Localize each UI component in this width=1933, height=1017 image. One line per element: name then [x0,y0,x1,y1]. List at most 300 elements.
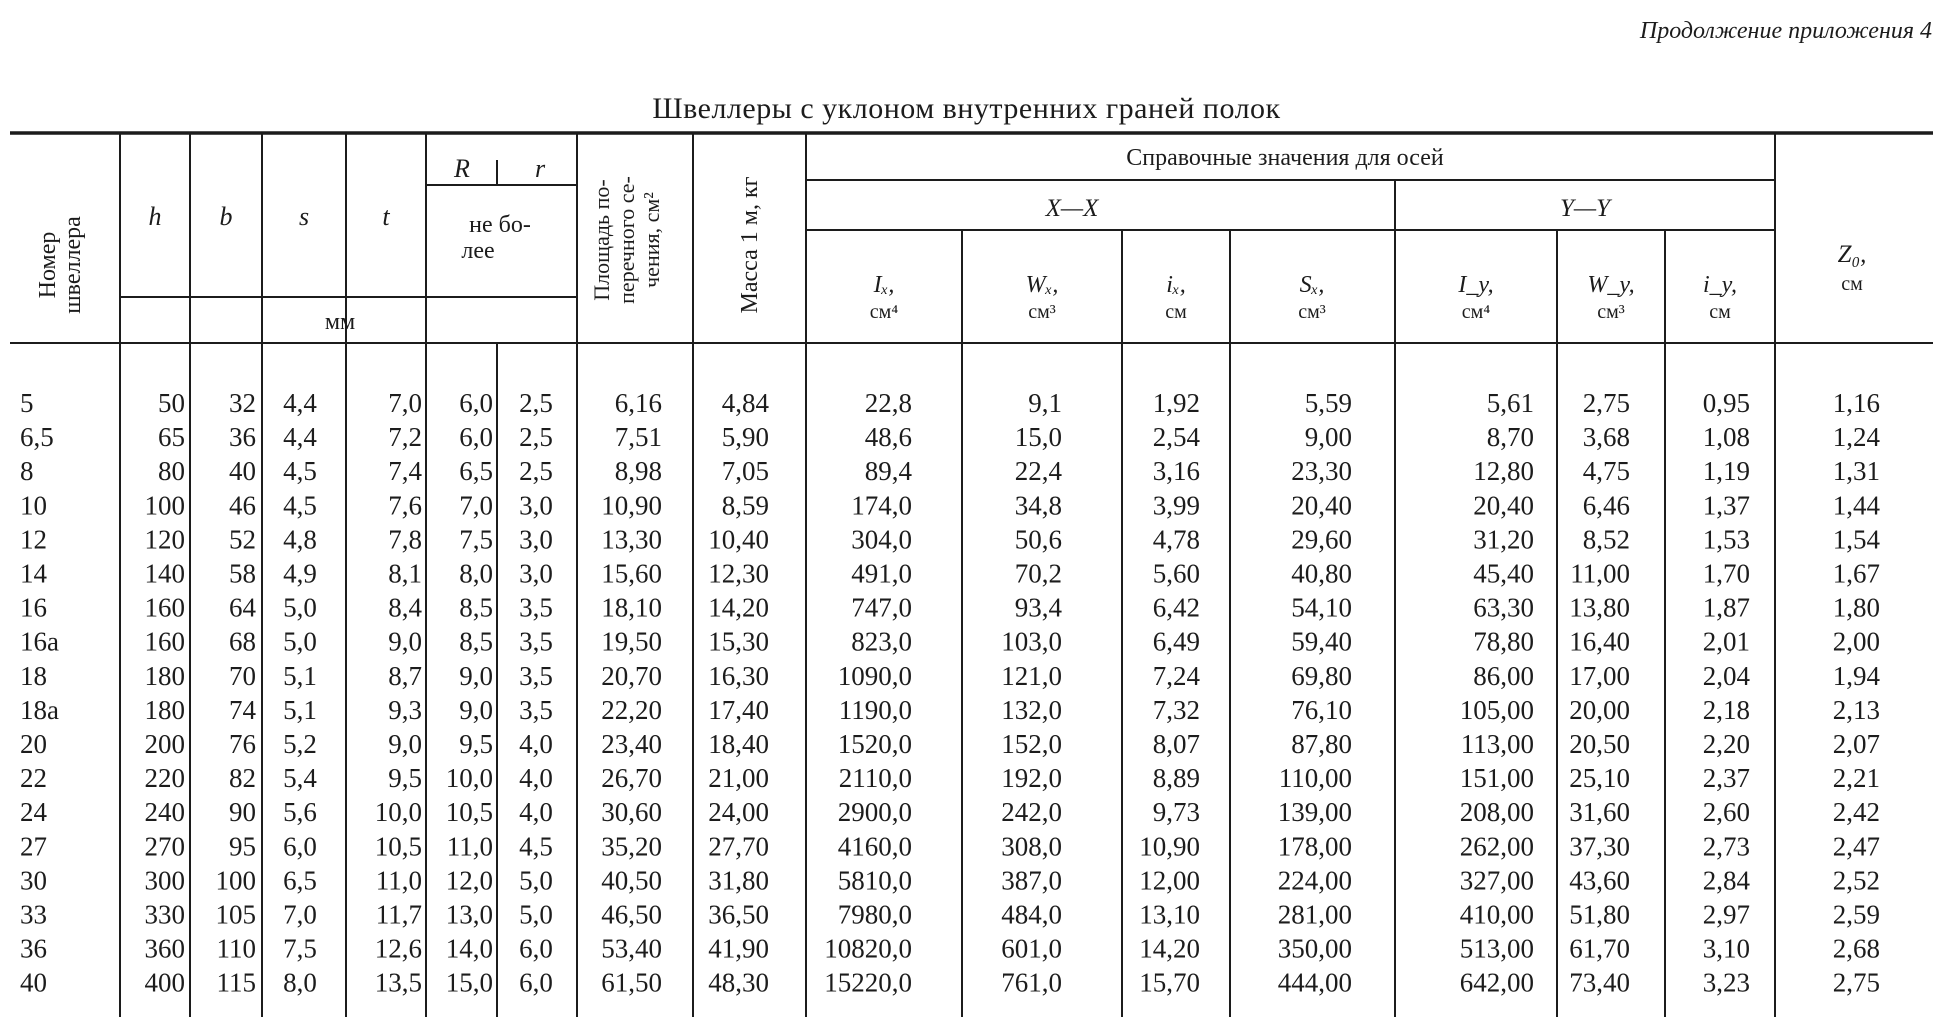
cell-Iy: 327,00 [1459,865,1534,896]
header-h: h [148,202,162,231]
cell-iy: 2,18 [1702,694,1750,725]
cell-Sx: 5,59 [1304,388,1352,418]
cell-iy: 1,19 [1702,456,1750,487]
cell-r: 5,0 [519,865,553,896]
table-body [20,388,1881,998]
table-row [20,388,1880,418]
header-z0-unit: см [1841,273,1863,295]
cell-area: 61,50 [601,967,662,998]
cell-area: 18,10 [601,592,662,623]
cell-area: 22,20 [601,694,662,725]
cell-z0: 2,47 [1832,831,1880,862]
cell-Sx: 350,00 [1277,933,1352,964]
cell-t: 7,4 [388,456,422,487]
cell-r: 4,0 [519,797,553,828]
cell-iy: 2,37 [1702,763,1750,794]
cell-R: 9,5 [459,729,493,759]
cell-number: 18а [20,694,59,725]
cell-Sx: 224,00 [1277,865,1352,896]
cell-Iy: 86,00 [1473,660,1534,691]
cell-b: 95 [229,831,256,862]
cell-t: 11,0 [375,865,422,896]
cell-s: 4,9 [283,558,317,589]
cell-z0: 2,00 [1832,626,1880,657]
header-Ix-unit: см⁴ [869,301,899,323]
cell-Wy: 20,00 [1569,694,1630,725]
cell-s: 4,4 [283,422,317,453]
cell-mass: 48,30 [708,967,769,998]
cell-Ix: 491,0 [851,558,912,589]
cell-r: 6,0 [519,967,553,998]
cell-t: 9,3 [388,694,422,725]
cell-Wy: 13,80 [1569,592,1630,623]
cell-s: 4,4 [283,388,317,418]
cell-ix: 12,00 [1139,865,1200,896]
cell-Iy: 5,61 [1486,388,1534,418]
cell-b: 115 [216,967,256,998]
cell-Wy: 51,80 [1569,899,1630,930]
cell-area: 20,70 [601,660,662,691]
cell-ix: 6,42 [1152,592,1200,623]
cell-mass: 27,70 [708,831,769,862]
table-row [20,968,1880,998]
cell-Sx: 87,80 [1291,729,1352,759]
cell-Wx: 192,0 [1001,763,1062,794]
cell-iy: 1,08 [1702,422,1750,453]
cell-mass: 24,00 [708,797,769,828]
cell-Ix: 304,0 [851,524,912,555]
cell-area: 10,90 [601,490,662,521]
cell-Iy: 105,00 [1459,694,1534,725]
header-iy-unit: см [1709,301,1731,323]
cell-Wx: 132,0 [1001,694,1062,725]
header-s: s [298,202,310,231]
cell-Wx: 93,4 [1014,592,1062,623]
cell-R: 7,5 [459,524,493,555]
cell-R: 11,0 [446,831,493,862]
cell-z0: 1,54 [1832,524,1880,555]
cell-Wx: 34,8 [1014,490,1062,521]
cell-Wy: 20,50 [1569,729,1630,759]
cell-h: 240 [144,797,185,828]
cell-ix: 9,73 [1152,797,1200,828]
cell-Iy: 642,00 [1459,967,1534,998]
cell-z0: 2,75 [1832,967,1880,998]
cell-iy: 2,73 [1702,831,1750,862]
cell-Ix: 2900,0 [837,797,912,828]
header-mm: мм [324,309,356,335]
cell-ix: 13,10 [1139,899,1200,930]
table-row [20,661,1881,691]
cell-mass: 21,00 [708,763,769,794]
header-number-line2: швеллера [60,216,86,314]
cell-mass: 15,30 [708,626,769,657]
cell-s: 4,5 [283,456,317,487]
cell-s: 8,0 [283,967,317,998]
cell-number: 18 [20,660,47,691]
cell-z0: 2,52 [1832,865,1880,896]
cell-t: 7,2 [388,422,422,453]
table-header [35,145,1866,335]
cell-r: 2,5 [519,456,553,487]
cell-R: 10,5 [445,797,493,828]
cell-Wx: 15,0 [1014,422,1062,453]
cell-ix: 10,90 [1139,831,1200,862]
cell-R: 9,0 [459,660,493,691]
cell-h: 360 [144,933,185,964]
cell-h: 330 [144,899,185,930]
cell-h: 65 [158,422,185,453]
cell-iy: 2,20 [1702,729,1750,759]
cell-iy: 1,70 [1702,558,1750,589]
cell-b: 100 [215,865,256,896]
cell-Ix: 10820,0 [824,933,912,964]
cell-r: 3,0 [519,558,553,589]
cell-z0: 1,80 [1832,592,1880,623]
header-ix-unit: см [1165,301,1187,323]
table-row [20,865,1880,895]
cell-b: 58 [229,558,256,589]
cell-h: 120 [144,524,185,555]
cell-number: 12 [20,524,47,555]
cell-ix: 2,54 [1152,422,1200,453]
cell-R: 6,0 [459,422,493,453]
cell-Ix: 5810,0 [837,865,912,896]
cell-Ix: 89,4 [864,456,912,487]
cell-h: 140 [144,558,185,589]
cell-Ix: 823,0 [851,626,912,657]
cell-R: 9,0 [459,694,493,725]
cell-z0: 1,44 [1832,490,1880,521]
cell-s: 5,4 [283,763,317,794]
cell-Sx: 20,40 [1291,490,1352,521]
cell-Wy: 17,00 [1569,660,1630,691]
cell-Wx: 22,4 [1014,456,1062,487]
cell-t: 8,7 [388,660,422,691]
cell-s: 5,1 [283,660,317,691]
cell-ix: 3,99 [1152,490,1200,521]
cell-Wx: 308,0 [1001,831,1062,862]
cell-t: 7,0 [388,388,422,418]
page-caption: Продолжение приложения 4 [1639,18,1932,44]
cell-Iy: 113,00 [1460,729,1534,759]
cell-Wy: 43,60 [1569,865,1630,896]
cell-z0: 1,67 [1832,558,1880,589]
cell-Ix: 1190,0 [838,694,912,725]
cell-ix: 8,89 [1152,763,1200,794]
table-row [20,729,1880,759]
cell-h: 300 [144,865,185,896]
cell-number: 16 [20,592,47,623]
cell-s: 7,5 [283,933,317,964]
header-Iy-unit: см⁴ [1461,301,1491,323]
header-axis-y: Y—Y [1559,195,1611,222]
cell-b: 90 [229,797,256,828]
cell-number: 20 [20,729,47,759]
cell-z0: 2,13 [1832,694,1880,725]
cell-h: 160 [144,626,185,657]
table-row [20,695,1880,725]
cell-r: 2,5 [519,388,553,418]
cell-Ix: 2110,0 [838,763,912,794]
cell-Iy: 513,00 [1459,933,1534,964]
cell-b: 46 [229,490,256,521]
cell-Wy: 11,00 [1570,558,1630,589]
cell-Wx: 50,6 [1014,524,1062,555]
cell-r: 2,5 [519,422,553,453]
cell-r: 3,5 [519,592,553,623]
cell-mass: 5,90 [721,422,769,453]
cell-t: 10,0 [374,797,422,828]
cell-area: 8,98 [614,456,662,487]
cell-mass: 31,80 [708,865,769,896]
cell-Sx: 139,00 [1277,797,1352,828]
cell-z0: 2,21 [1832,763,1880,794]
header-not-more-line2: лее [461,238,495,264]
cell-mass: 41,90 [708,933,769,964]
cell-area: 23,40 [601,729,662,759]
cell-h: 270 [144,831,185,862]
cell-Sx: 54,10 [1291,592,1352,623]
cell-number: 27 [20,831,47,862]
cell-b: 70 [229,660,256,691]
cell-Sx: 110,00 [1278,763,1352,794]
cell-area: 46,50 [601,899,662,930]
cell-area: 6,16 [614,388,662,418]
cell-Wx: 242,0 [1001,797,1062,828]
cell-Ix: 7980,0 [837,899,912,930]
header-Sx: Sₓ, [1299,272,1325,298]
cell-iy: 2,84 [1702,865,1750,896]
cell-ix: 15,70 [1139,967,1200,998]
cell-number: 22 [20,763,47,794]
cell-Ix: 15220,0 [824,967,912,998]
cell-mass: 8,59 [721,490,769,521]
cell-mass: 17,40 [708,694,769,725]
cell-b: 105 [215,899,256,930]
cell-mass: 18,40 [708,729,769,759]
header-Iy: I_y, [1458,272,1494,298]
cell-number: 5 [20,388,34,418]
cell-mass: 12,30 [708,558,769,589]
cell-s: 5,1 [283,694,317,725]
header-Wx: Wₓ, [1025,272,1059,298]
header-r: r [534,154,546,183]
cell-b: 32 [229,388,256,418]
cell-area: 53,40 [601,933,662,964]
cell-Iy: 410,00 [1459,899,1534,930]
cell-t: 13,5 [374,967,422,998]
cell-h: 160 [144,592,185,623]
cell-R: 8,5 [459,626,493,657]
cell-number: 10 [20,490,47,521]
cell-ix: 7,24 [1152,660,1200,691]
cell-r: 3,5 [519,694,553,725]
cell-t: 12,6 [374,933,422,964]
cell-r: 5,0 [519,899,553,930]
table-row [20,524,1881,554]
header-R: R [454,154,470,183]
cell-area: 30,60 [601,797,662,828]
cell-Iy: 31,20 [1473,524,1534,555]
cell-h: 220 [144,763,185,794]
cell-h: 80 [158,456,185,487]
cell-Sx: 29,60 [1291,524,1352,555]
cell-Wx: 121,0 [1001,660,1062,691]
cell-s: 4,8 [283,524,317,555]
cell-r: 4,0 [519,729,553,759]
cell-mass: 10,40 [708,524,769,555]
cell-Iy: 208,00 [1459,797,1534,828]
cell-mass: 14,20 [708,592,769,623]
table-row [20,593,1880,623]
cell-area: 15,60 [601,558,662,589]
cell-iy: 3,23 [1702,967,1750,998]
cell-Wy: 3,68 [1582,422,1630,453]
cell-b: 74 [229,694,256,725]
cell-Sx: 178,00 [1277,831,1352,862]
cell-b: 36 [229,422,256,453]
cell-r: 4,5 [519,831,553,862]
cell-Sx: 281,00 [1277,899,1352,930]
cell-h: 400 [144,967,185,998]
cell-b: 68 [229,626,256,657]
cell-z0: 2,42 [1832,797,1880,828]
cell-t: 10,5 [374,831,422,862]
cell-s: 6,5 [283,865,317,896]
header-not-more-line1: не бо- [469,212,531,238]
cell-r: 3,0 [519,490,553,521]
cell-Wx: 387,0 [1001,865,1062,896]
cell-R: 12,0 [445,865,493,896]
cell-R: 6,5 [459,456,493,487]
header-area-line1: Площадь по- [589,179,614,301]
cell-number: 40 [20,967,47,998]
cell-Wx: 484,0 [1001,899,1062,930]
cell-ix: 5,60 [1152,558,1200,589]
header-Wx-unit: см³ [1028,301,1056,323]
cell-iy: 1,53 [1702,524,1750,555]
cell-Iy: 151,00 [1459,763,1534,794]
header-axis-x: X—X [1045,195,1099,222]
cell-Ix: 22,8 [864,388,912,418]
cell-Wy: 25,10 [1569,763,1630,794]
table-row [20,627,1880,657]
cell-Wx: 9,1 [1028,388,1062,418]
cell-b: 40 [229,456,256,487]
table-title: Швеллеры с уклоном внутренних граней полок [652,92,1281,125]
cell-ix: 3,16 [1152,456,1200,487]
cell-b: 110 [216,933,256,964]
header-t: t [382,202,390,231]
table-row [20,490,1881,520]
cell-r: 6,0 [519,933,553,964]
table-row [20,456,1880,486]
cell-area: 35,20 [601,831,662,862]
cell-iy: 2,60 [1702,797,1750,828]
table-row [20,831,1880,861]
cell-Iy: 12,80 [1473,456,1534,487]
cell-number: 6,5 [20,422,54,453]
cell-s: 7,0 [283,899,317,930]
cell-R: 14,0 [445,933,493,964]
cell-number: 16а [20,626,59,657]
cell-Iy: 63,30 [1473,592,1534,623]
cell-iy: 2,04 [1702,660,1750,691]
cell-Wx: 152,0 [1001,729,1062,759]
cell-Ix: 747,0 [851,592,912,623]
cell-t: 9,5 [388,763,422,794]
cell-Iy: 20,40 [1473,490,1534,521]
cell-Wy: 31,60 [1569,797,1630,828]
cell-Sx: 9,00 [1304,422,1352,453]
cell-Sx: 40,80 [1291,558,1352,589]
cell-b: 76 [229,729,256,759]
cell-t: 7,8 [388,524,422,555]
header-Wy: W_y, [1587,272,1635,298]
table-row [20,763,1880,793]
cell-Ix: 1520,0 [837,729,912,759]
cell-ix: 7,32 [1152,694,1200,725]
cell-Ix: 4160,0 [837,831,912,862]
cell-t: 11,7 [375,899,422,930]
cell-Wy: 2,75 [1582,388,1630,418]
cell-Sx: 59,40 [1291,626,1352,657]
cell-z0: 2,59 [1832,899,1880,930]
cell-Wx: 601,0 [1001,933,1062,964]
cell-z0: 2,07 [1832,729,1880,759]
header-Wy-unit: см³ [1597,301,1625,323]
cell-area: 7,51 [614,422,662,453]
cell-z0: 2,68 [1832,933,1880,964]
cell-mass: 16,30 [708,660,769,691]
header-number-line1: Номер [35,231,61,299]
cell-h: 200 [144,729,185,759]
cell-iy: 2,97 [1702,899,1750,930]
cell-area: 26,70 [601,763,662,794]
cell-Ix: 1090,0 [837,660,912,691]
cell-t: 9,0 [388,626,422,657]
cell-z0: 1,94 [1832,660,1880,691]
cell-ix: 8,07 [1152,729,1200,759]
cell-area: 19,50 [601,626,662,657]
cell-Iy: 262,00 [1459,831,1534,862]
cell-Ix: 48,6 [864,422,912,453]
cell-Wy: 16,40 [1569,626,1630,657]
cell-ix: 6,49 [1152,626,1200,657]
header-z0: Z₀, [1837,241,1867,268]
cell-b: 82 [229,763,256,794]
header-area-line3: чения, см² [639,192,664,288]
table-row [20,422,1881,452]
cell-Wy: 61,70 [1569,933,1630,964]
cell-s: 4,5 [283,490,317,521]
table-row [20,934,1880,964]
cell-ix: 1,92 [1152,388,1200,418]
cell-r: 3,0 [519,524,553,555]
cell-h: 180 [144,694,185,725]
header-Ix: Iₓ, [873,272,895,298]
cell-number: 8 [20,456,34,487]
cell-s: 5,0 [283,626,317,657]
cell-Sx: 23,30 [1291,456,1352,487]
cell-R: 10,0 [445,763,493,794]
header-mass: Масса 1 м, кг [737,176,763,314]
cell-number: 33 [20,899,47,930]
cell-Sx: 444,00 [1277,967,1352,998]
table-row [20,900,1880,930]
cell-Wy: 4,75 [1582,456,1630,487]
